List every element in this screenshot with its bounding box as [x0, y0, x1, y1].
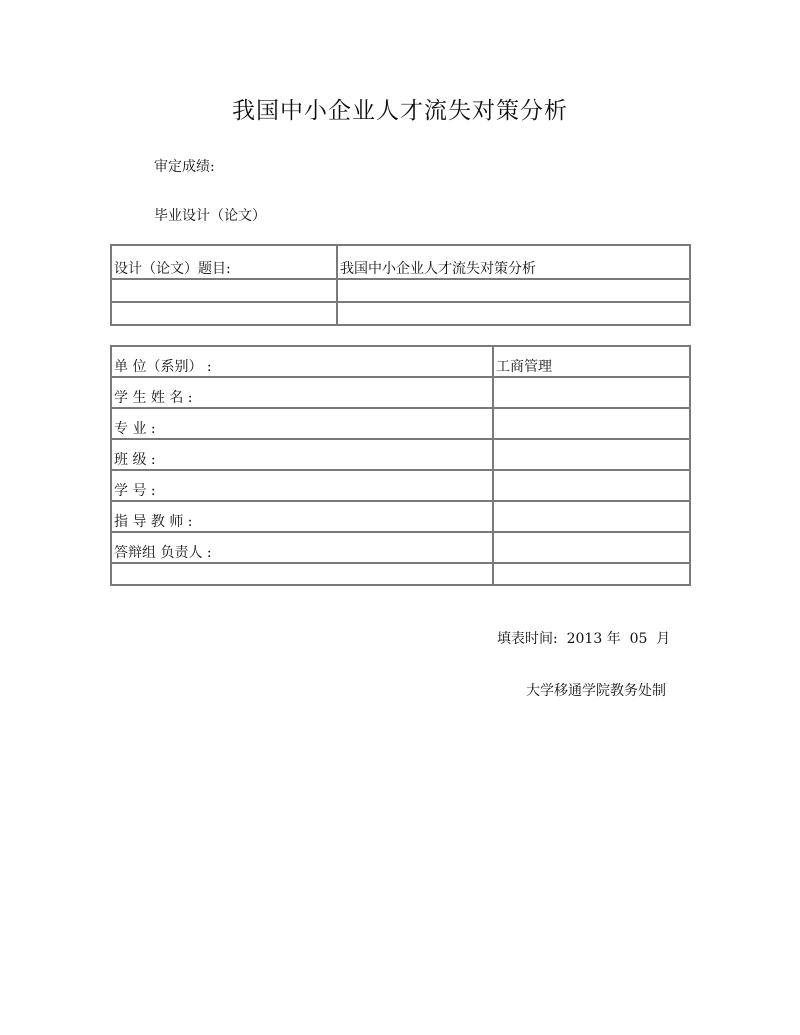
- info-label: 学 生 姓 名 :: [111, 377, 493, 408]
- fill-date: 填表时间: 2013 年 05 月: [497, 631, 671, 647]
- info-value: [493, 377, 690, 408]
- info-label: 学 号 :: [111, 470, 493, 501]
- info-label: 指 导 教 师 :: [111, 501, 493, 532]
- info-value: 工商管理: [493, 346, 690, 377]
- info-value: [493, 439, 690, 470]
- student-info-table: [110, 345, 691, 586]
- info-label: 单 位（系别） :: [111, 346, 493, 377]
- empty-cell: [111, 279, 337, 302]
- table-row: [111, 563, 690, 585]
- empty-cell: [493, 563, 690, 585]
- empty-cell: [111, 563, 493, 585]
- table-row: [111, 439, 690, 470]
- info-value: [493, 532, 690, 563]
- table-row: [111, 501, 690, 532]
- document-type: 毕业设计（论文）: [154, 208, 266, 224]
- empty-cell: [337, 302, 690, 325]
- info-value: [493, 408, 690, 439]
- table-row: [111, 470, 690, 501]
- topic-value: 我国中小企业人才流失对策分析: [337, 245, 690, 279]
- info-label: 班 级 :: [111, 439, 493, 470]
- table-row: [111, 532, 690, 563]
- thesis-topic-table: [110, 244, 691, 326]
- table-row: [111, 377, 690, 408]
- info-value: [493, 501, 690, 532]
- empty-cell: [337, 279, 690, 302]
- empty-cell: [111, 302, 337, 325]
- issuing-office: 大学移通学院教务处制: [526, 683, 666, 699]
- info-value: [493, 470, 690, 501]
- table-row: [111, 346, 690, 377]
- info-label: 专 业 :: [111, 408, 493, 439]
- document-title: 我国中小企业人才流失对策分析: [232, 98, 568, 124]
- topic-label: 设计（论文）题目:: [111, 245, 337, 279]
- grade-label: 审定成绩:: [154, 159, 215, 175]
- info-label: 答辩组 负责人 :: [111, 532, 493, 563]
- table-row: [111, 408, 690, 439]
